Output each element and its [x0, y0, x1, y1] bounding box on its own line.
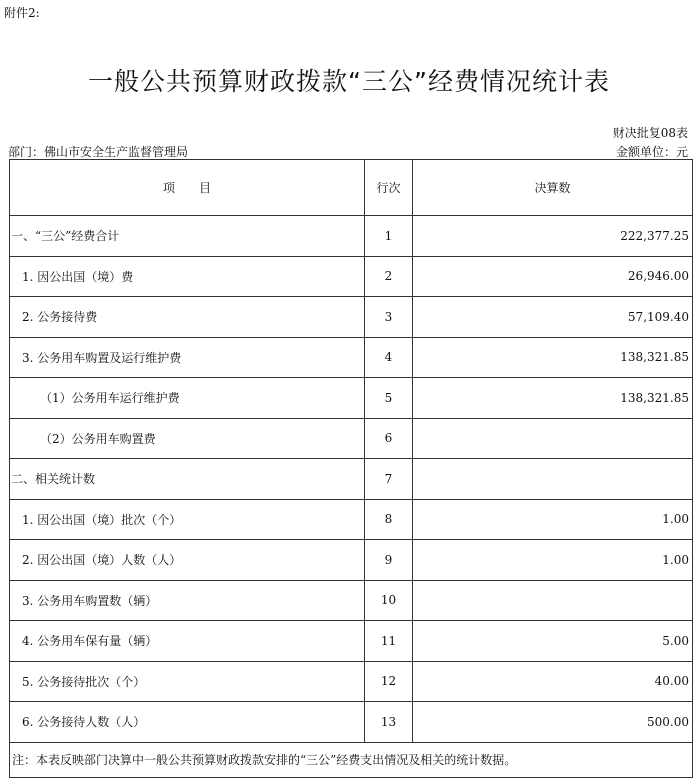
- row-number: 9: [365, 540, 413, 581]
- row-amount: 1.00: [413, 499, 693, 540]
- table-note-row: [10, 742, 693, 777]
- table-row: [10, 418, 693, 459]
- table-note: 注：本表反映部门决算中一般公共预算财政拨款安排的“三公”经费支出情况及相关的统计数据。: [10, 742, 693, 777]
- table-row: [10, 378, 693, 419]
- department-label: 部门：佛山市安全生产监督管理局: [8, 145, 189, 159]
- row-number: 10: [365, 580, 413, 621]
- table-row: [10, 459, 693, 500]
- amount-unit-label: 金额单位：元: [615, 145, 688, 159]
- row-number: 7: [365, 459, 413, 500]
- row-item-label: 1. 因公出国（境）批次（个）: [10, 499, 365, 540]
- column-header-amount: 决算数: [413, 160, 693, 216]
- table-row: [10, 540, 693, 581]
- table-row: [10, 256, 693, 297]
- row-number: 13: [365, 702, 413, 743]
- column-header-item: 项 目: [10, 160, 365, 216]
- table-body: [10, 216, 693, 743]
- row-item-label: 6. 公务接待人数（人）: [10, 702, 365, 743]
- row-number: 8: [365, 499, 413, 540]
- row-number: 5: [365, 378, 413, 419]
- row-number: 1: [365, 216, 413, 257]
- form-number: 财决批复08表: [612, 126, 688, 140]
- table-row: [10, 661, 693, 702]
- expense-table: [9, 159, 693, 778]
- row-amount: 57,109.40: [413, 297, 693, 338]
- row-amount: 40.00: [413, 661, 693, 702]
- row-number: 6: [365, 418, 413, 459]
- row-item-label: 2. 因公出国（境）人数（人）: [10, 540, 365, 581]
- row-amount: [413, 418, 693, 459]
- row-item-label: 二、相关统计数: [10, 459, 365, 500]
- row-amount: 5.00: [413, 621, 693, 662]
- row-item-label: 4. 公务用车保有量（辆）: [10, 621, 365, 662]
- row-item-label: 5. 公务接待批次（个）: [10, 661, 365, 702]
- attachment-label: 附件2:: [4, 6, 40, 20]
- table-row: [10, 702, 693, 743]
- table-row: [10, 337, 693, 378]
- row-number: 4: [365, 337, 413, 378]
- column-header-row-no: 行次: [365, 160, 413, 216]
- row-item-label: 1. 因公出国（境）费: [10, 256, 365, 297]
- row-amount: 26,946.00: [413, 256, 693, 297]
- row-amount: 138,321.85: [413, 337, 693, 378]
- row-amount: 138,321.85: [413, 378, 693, 419]
- row-item-label: 3. 公务用车购置及运行维护费: [10, 337, 365, 378]
- row-item-label: （1）公务用车运行维护费: [10, 378, 365, 419]
- row-amount: [413, 580, 693, 621]
- row-item-label: 一、“三公”经费合计: [10, 216, 365, 257]
- row-amount: [413, 459, 693, 500]
- row-item-label: （2）公务用车购置费: [10, 418, 365, 459]
- row-number: 11: [365, 621, 413, 662]
- table-row: [10, 297, 693, 338]
- row-number: 3: [365, 297, 413, 338]
- row-amount: 500.00: [413, 702, 693, 743]
- row-item-label: 3. 公务用车购置数（辆）: [10, 580, 365, 621]
- row-number: 2: [365, 256, 413, 297]
- row-amount: 1.00: [413, 540, 693, 581]
- row-item-label: 2. 公务接待费: [10, 297, 365, 338]
- row-number: 12: [365, 661, 413, 702]
- row-amount: 222,377.25: [413, 216, 693, 257]
- table-row: [10, 216, 693, 257]
- table-row: [10, 621, 693, 662]
- page-title: 一般公共预算财政拨款“三公”经费情况统计表: [88, 67, 610, 96]
- table-row: [10, 580, 693, 621]
- table-row: [10, 499, 693, 540]
- table-header-row: [10, 160, 693, 216]
